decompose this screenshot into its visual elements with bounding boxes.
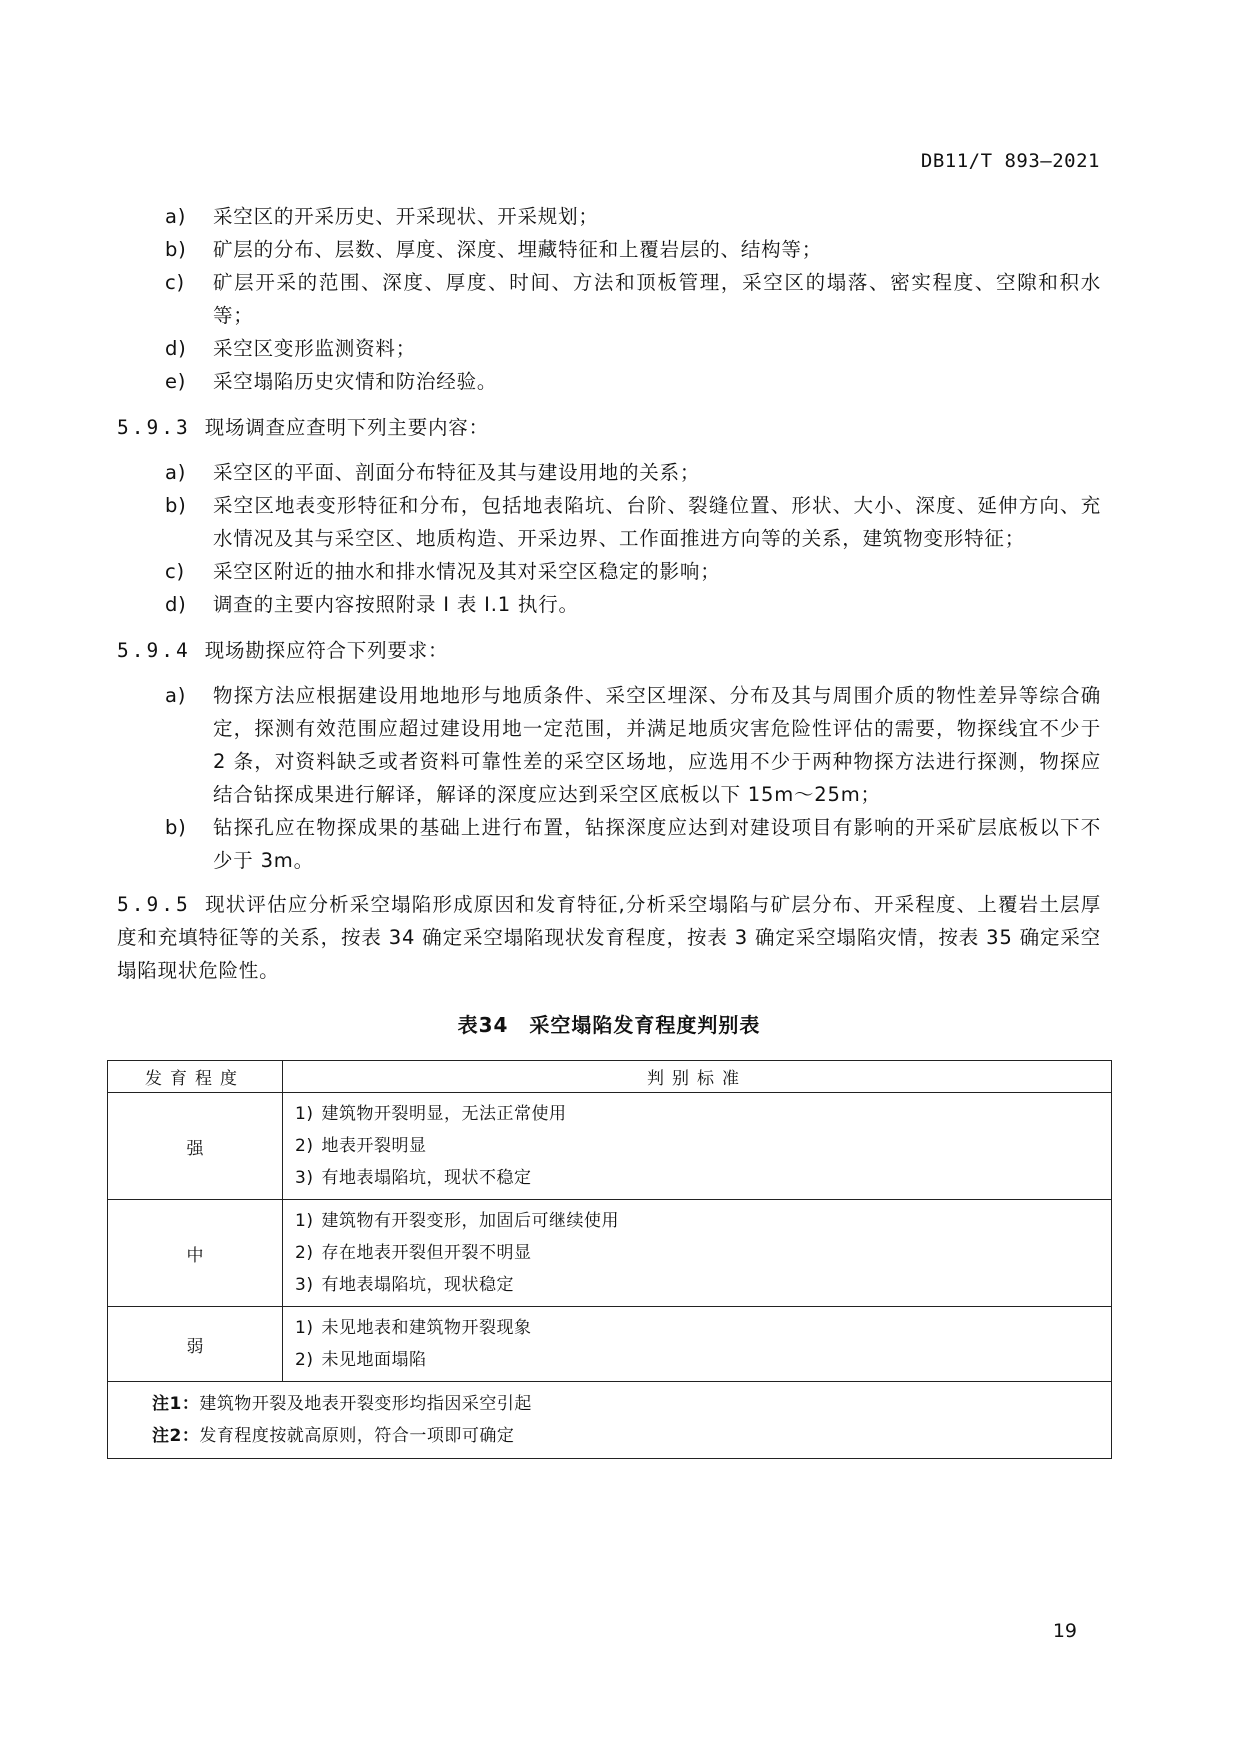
clause-text: 现状评估应分析采空塌陷形成原因和发育特征,分析采空塌陷与矿层分布、开采程度、上覆岩土层厚度和充填特征等的关系，按表 34 确定采空塌陷现状发育程度，按表 3 确定采空塌陷灾情，按表 35 确定采空塌陷现状危险性。: [117, 893, 1101, 982]
criteria-line: [295, 1237, 1111, 1269]
table-row: [108, 1307, 1112, 1382]
list-item: [117, 332, 1101, 365]
item-mark: e): [165, 370, 187, 393]
item-mark: d): [165, 593, 187, 616]
criteria-text: 未见地面塌陷: [321, 1350, 427, 1370]
list-item: [117, 365, 1101, 398]
criteria-number: 2): [295, 1136, 314, 1156]
list-item: [117, 811, 1101, 877]
list-item: [117, 489, 1101, 555]
criteria-cell: [283, 1093, 1112, 1200]
criteria-text: 有地表塌陷坑，现状稳定: [321, 1275, 514, 1295]
list-item: [117, 679, 1101, 811]
list-item: [117, 200, 1101, 233]
clause-5-9-5: [117, 888, 1101, 987]
criteria-text: 有地表塌陷坑，现状不稳定: [321, 1168, 532, 1188]
clause-number: 5.9.4: [117, 639, 191, 662]
header-development-degree: 发育程度: [108, 1061, 283, 1093]
clause-text: 现场勘探应符合下列要求：: [204, 639, 449, 662]
item-mark: b): [165, 238, 187, 261]
criteria-number: 1): [295, 1318, 314, 1338]
criteria-text: 存在地表开裂但开裂不明显: [321, 1243, 532, 1263]
item-text: 采空区的平面、剖面分布特征及其与建设用地的关系；: [213, 461, 701, 484]
criteria-line: [295, 1344, 1111, 1376]
table-notes-row: [108, 1382, 1112, 1459]
clause-number: 5.9.3: [117, 416, 191, 439]
criteria-number: 1): [295, 1211, 314, 1231]
table-title: 表34 采空塌陷发育程度判别表: [457, 1013, 761, 1037]
page-body: [117, 200, 1101, 1054]
item-text: 钻探孔应在物探成果的基础上进行布置，钻探深度应达到对建设项目有影响的开采矿层底板以下不少于 3m。: [213, 816, 1101, 872]
item-text: 采空塌陷历史灾情和防治经验。: [213, 370, 498, 393]
list-item: [117, 588, 1101, 621]
criteria-line: [295, 1269, 1111, 1301]
criteria-line: [295, 1312, 1111, 1344]
document-code: DB11/T 893—2021: [920, 150, 1100, 172]
criteria-cell: [283, 1200, 1112, 1307]
criteria-cell: [283, 1307, 1112, 1382]
list-item: [117, 456, 1101, 489]
development-degree-table: [107, 1060, 1112, 1459]
clause-text: 现场调查应查明下列主要内容：: [204, 416, 489, 439]
list-5-9-3: [117, 456, 1101, 621]
criteria-number: 1): [295, 1104, 314, 1124]
list-item: [117, 555, 1101, 588]
table-header-row: [108, 1061, 1112, 1093]
item-mark: b): [165, 816, 187, 839]
item-text: 矿层的分布、层数、厚度、深度、埋藏特征和上覆岩层的、结构等；: [213, 238, 823, 261]
criteria-text: 建筑物有开裂变形，加固后可继续使用: [321, 1211, 619, 1231]
clause-5-9-4: [117, 634, 1101, 667]
criteria-line: [295, 1130, 1111, 1162]
item-mark: b): [165, 494, 187, 517]
criteria-line: [295, 1205, 1111, 1237]
level-cell: 中: [108, 1200, 283, 1307]
item-mark: a): [165, 205, 187, 228]
list-item: [117, 233, 1101, 266]
table-row: [108, 1093, 1112, 1200]
item-text: 采空区变形监测资料；: [213, 337, 417, 360]
criteria-text: 建筑物开裂明显，无法正常使用: [321, 1104, 567, 1124]
item-text: 采空区附近的抽水和排水情况及其对采空区稳定的影响；: [213, 560, 721, 583]
note-label: 注1：: [152, 1394, 200, 1414]
criteria-line: [295, 1098, 1111, 1130]
criteria-number: 3): [295, 1168, 314, 1188]
list-5-9-2: [117, 200, 1101, 398]
list-item: [117, 266, 1101, 332]
item-text: 调查的主要内容按照附录 I 表 I.1 执行。: [213, 593, 579, 616]
level-cell: 强: [108, 1093, 283, 1200]
note-text: 建筑物开裂及地表开裂变形均指因采空引起: [199, 1394, 532, 1414]
item-mark: d): [165, 337, 187, 360]
list-5-9-4: [117, 679, 1101, 877]
clause-5-9-3: [117, 411, 1101, 444]
page-number: 19: [1052, 1620, 1077, 1642]
criteria-number: 3): [295, 1275, 314, 1295]
criteria-text: 地表开裂明显: [321, 1136, 427, 1156]
note-label: 注2：: [152, 1426, 200, 1446]
criteria-line: [295, 1162, 1111, 1194]
criteria-number: 2): [295, 1243, 314, 1263]
item-mark: a): [165, 684, 187, 707]
note-line: [152, 1420, 1111, 1452]
header-criteria: 判别标准: [283, 1061, 1112, 1093]
item-text: 采空区地表变形特征和分布，包括地表陷坑、台阶、裂缝位置、形状、大小、深度、延伸方向、充水情况及其与采空区、地质构造、开采边界、工作面推进方向等的关系，建筑物变形特征；: [213, 494, 1101, 550]
criteria-number: 2): [295, 1350, 314, 1370]
item-mark: c): [165, 560, 185, 583]
item-text: 采空区的开采历史、开采现状、开采规划；: [213, 205, 599, 228]
table-row: [108, 1200, 1112, 1307]
item-mark: a): [165, 461, 187, 484]
item-text: 矿层开采的范围、深度、厚度、时间、方法和顶板管理，采空区的塌落、密实程度、空隙和积水等；: [213, 271, 1101, 327]
item-mark: c): [165, 271, 185, 294]
notes-cell: [108, 1382, 1112, 1459]
clause-number: 5.9.5: [117, 893, 191, 916]
note-line: [152, 1388, 1111, 1420]
item-text: 物探方法应根据建设用地地形与地质条件、采空区埋深、分布及其与周围介质的物性差异等综合确定，探测有效范围应超过建设用地一定范围，并满足地质灾害危险性评估的需要，物探线宜不少于 2 条，对资料缺乏或者资料可靠性差的采空区场地，应选用不少于两种物探方法进行探测，物探应结合钻探成果进行解译，解译的深度应达到采空区底板以下 15m～25m；: [213, 684, 1101, 806]
criteria-text: 未见地表和建筑物开裂现象: [321, 1318, 532, 1338]
note-text: 发育程度按就高原则，符合一项即可确定: [199, 1426, 515, 1446]
level-cell: 弱: [108, 1307, 283, 1382]
